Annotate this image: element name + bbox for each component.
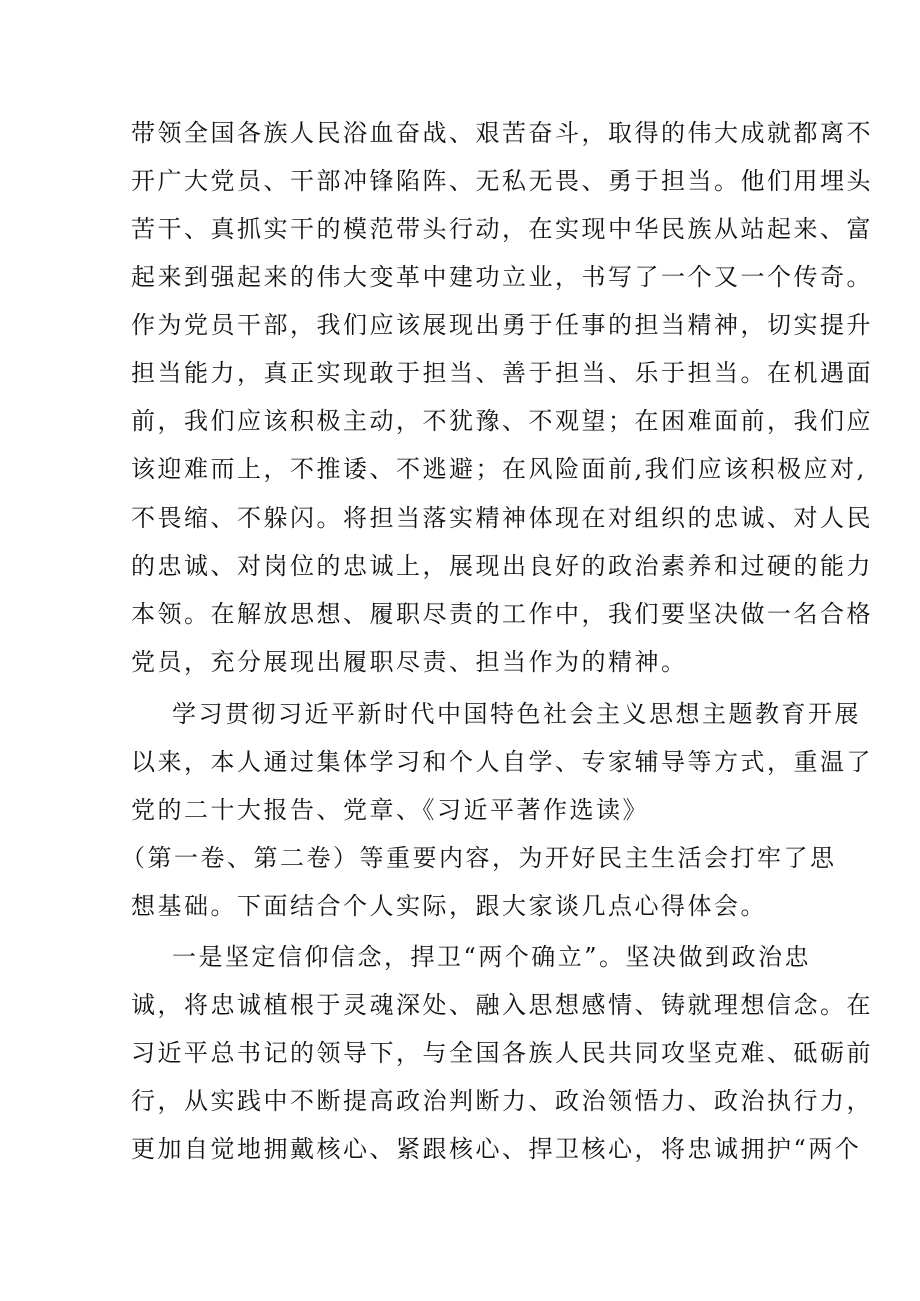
paragraph-1-line-2: 开广大党员、干部冲锋陷阵、无私无畏、勇于担当。他们用埋头 — [131, 167, 873, 195]
paragraph-3-line-1: 一是坚定信仰信念，捍卫“两个确立”。坚决做到政治忠 — [172, 943, 812, 971]
paragraph-1-line-1: 带领全国各族人民浴血奋战、艰苦奋斗，取得的伟大成就都离不 — [131, 119, 873, 147]
paragraph-3-line-3: 习近平总书记的领导下，与全国各族人民共同攻坚克难、砥砺前 — [131, 1039, 873, 1067]
paragraph-2-line-4: （第一卷、第二卷）等重要内容，为开好民主生活会打牢了思 — [121, 844, 837, 872]
paragraph-2-line-2: 以来，本人通过集体学习和个人自学、专家辅导等方式，重温了 — [131, 748, 873, 776]
paragraph-1-line-9: 不畏缩、不躲闪。将担当落实精神体现在对组织的忠诚、对人民 — [131, 504, 873, 532]
paragraph-3-line-4: 行，从实践中不断提高政治判断力、政治领悟力、政治执行力， — [131, 1087, 873, 1115]
paragraph-3-line-5: 更加自觉地拥戴核心、紧跟核心、捍卫核心，将忠诚拥护“两个 — [131, 1135, 862, 1163]
paragraph-1-line-3: 苦干、真抓实干的模范带头行动，在实现中华民族从站起来、富 — [131, 215, 873, 243]
paragraph-1-line-5: 作为党员干部，我们应该展现出勇于任事的担当精神，切实提升 — [131, 311, 873, 339]
paragraph-2-line-5: 想基础。下面结合个人实际，跟大家谈几点心得体会。 — [131, 892, 767, 920]
paragraph-1-line-7: 前，我们应该积极主动，不犹豫、不观望；在困难面前，我们应 — [131, 407, 873, 435]
paragraph-1-line-6: 担当能力，真正实现敢于担当、善于担当、乐于担当。在机遇面 — [131, 359, 873, 387]
paragraph-1-line-10: 的忠诚、对岗位的忠诚上，展现出良好的政治素养和过硬的能力 — [131, 552, 873, 580]
paragraph-3-line-2: 诚，将忠诚植根于灵魂深处、融入思想感情、铸就理想信念。在 — [131, 991, 873, 1019]
paragraph-1-line-4: 起来到强起来的伟大变革中建功立业，书写了一个又一个传奇。 — [131, 263, 873, 291]
paragraph-2-line-1: 学习贯彻习近平新时代中国特色社会主义思想主题教育开展 — [172, 700, 861, 728]
paragraph-1-line-11: 本领。在解放思想、履职尽责的工作中，我们要坚决做一名合格 — [131, 600, 873, 628]
paragraph-1-line-12: 党员，充分展现出履职尽责、担当作为的精神。 — [131, 648, 688, 676]
paragraph-1-line-8: 该迎难而上，不推诿、不逃避；在风险面前,我们应该积极应对, — [131, 455, 867, 483]
paragraph-2-line-3: 党的二十大报告、党章、《习近平著作选读》 — [131, 796, 649, 824]
